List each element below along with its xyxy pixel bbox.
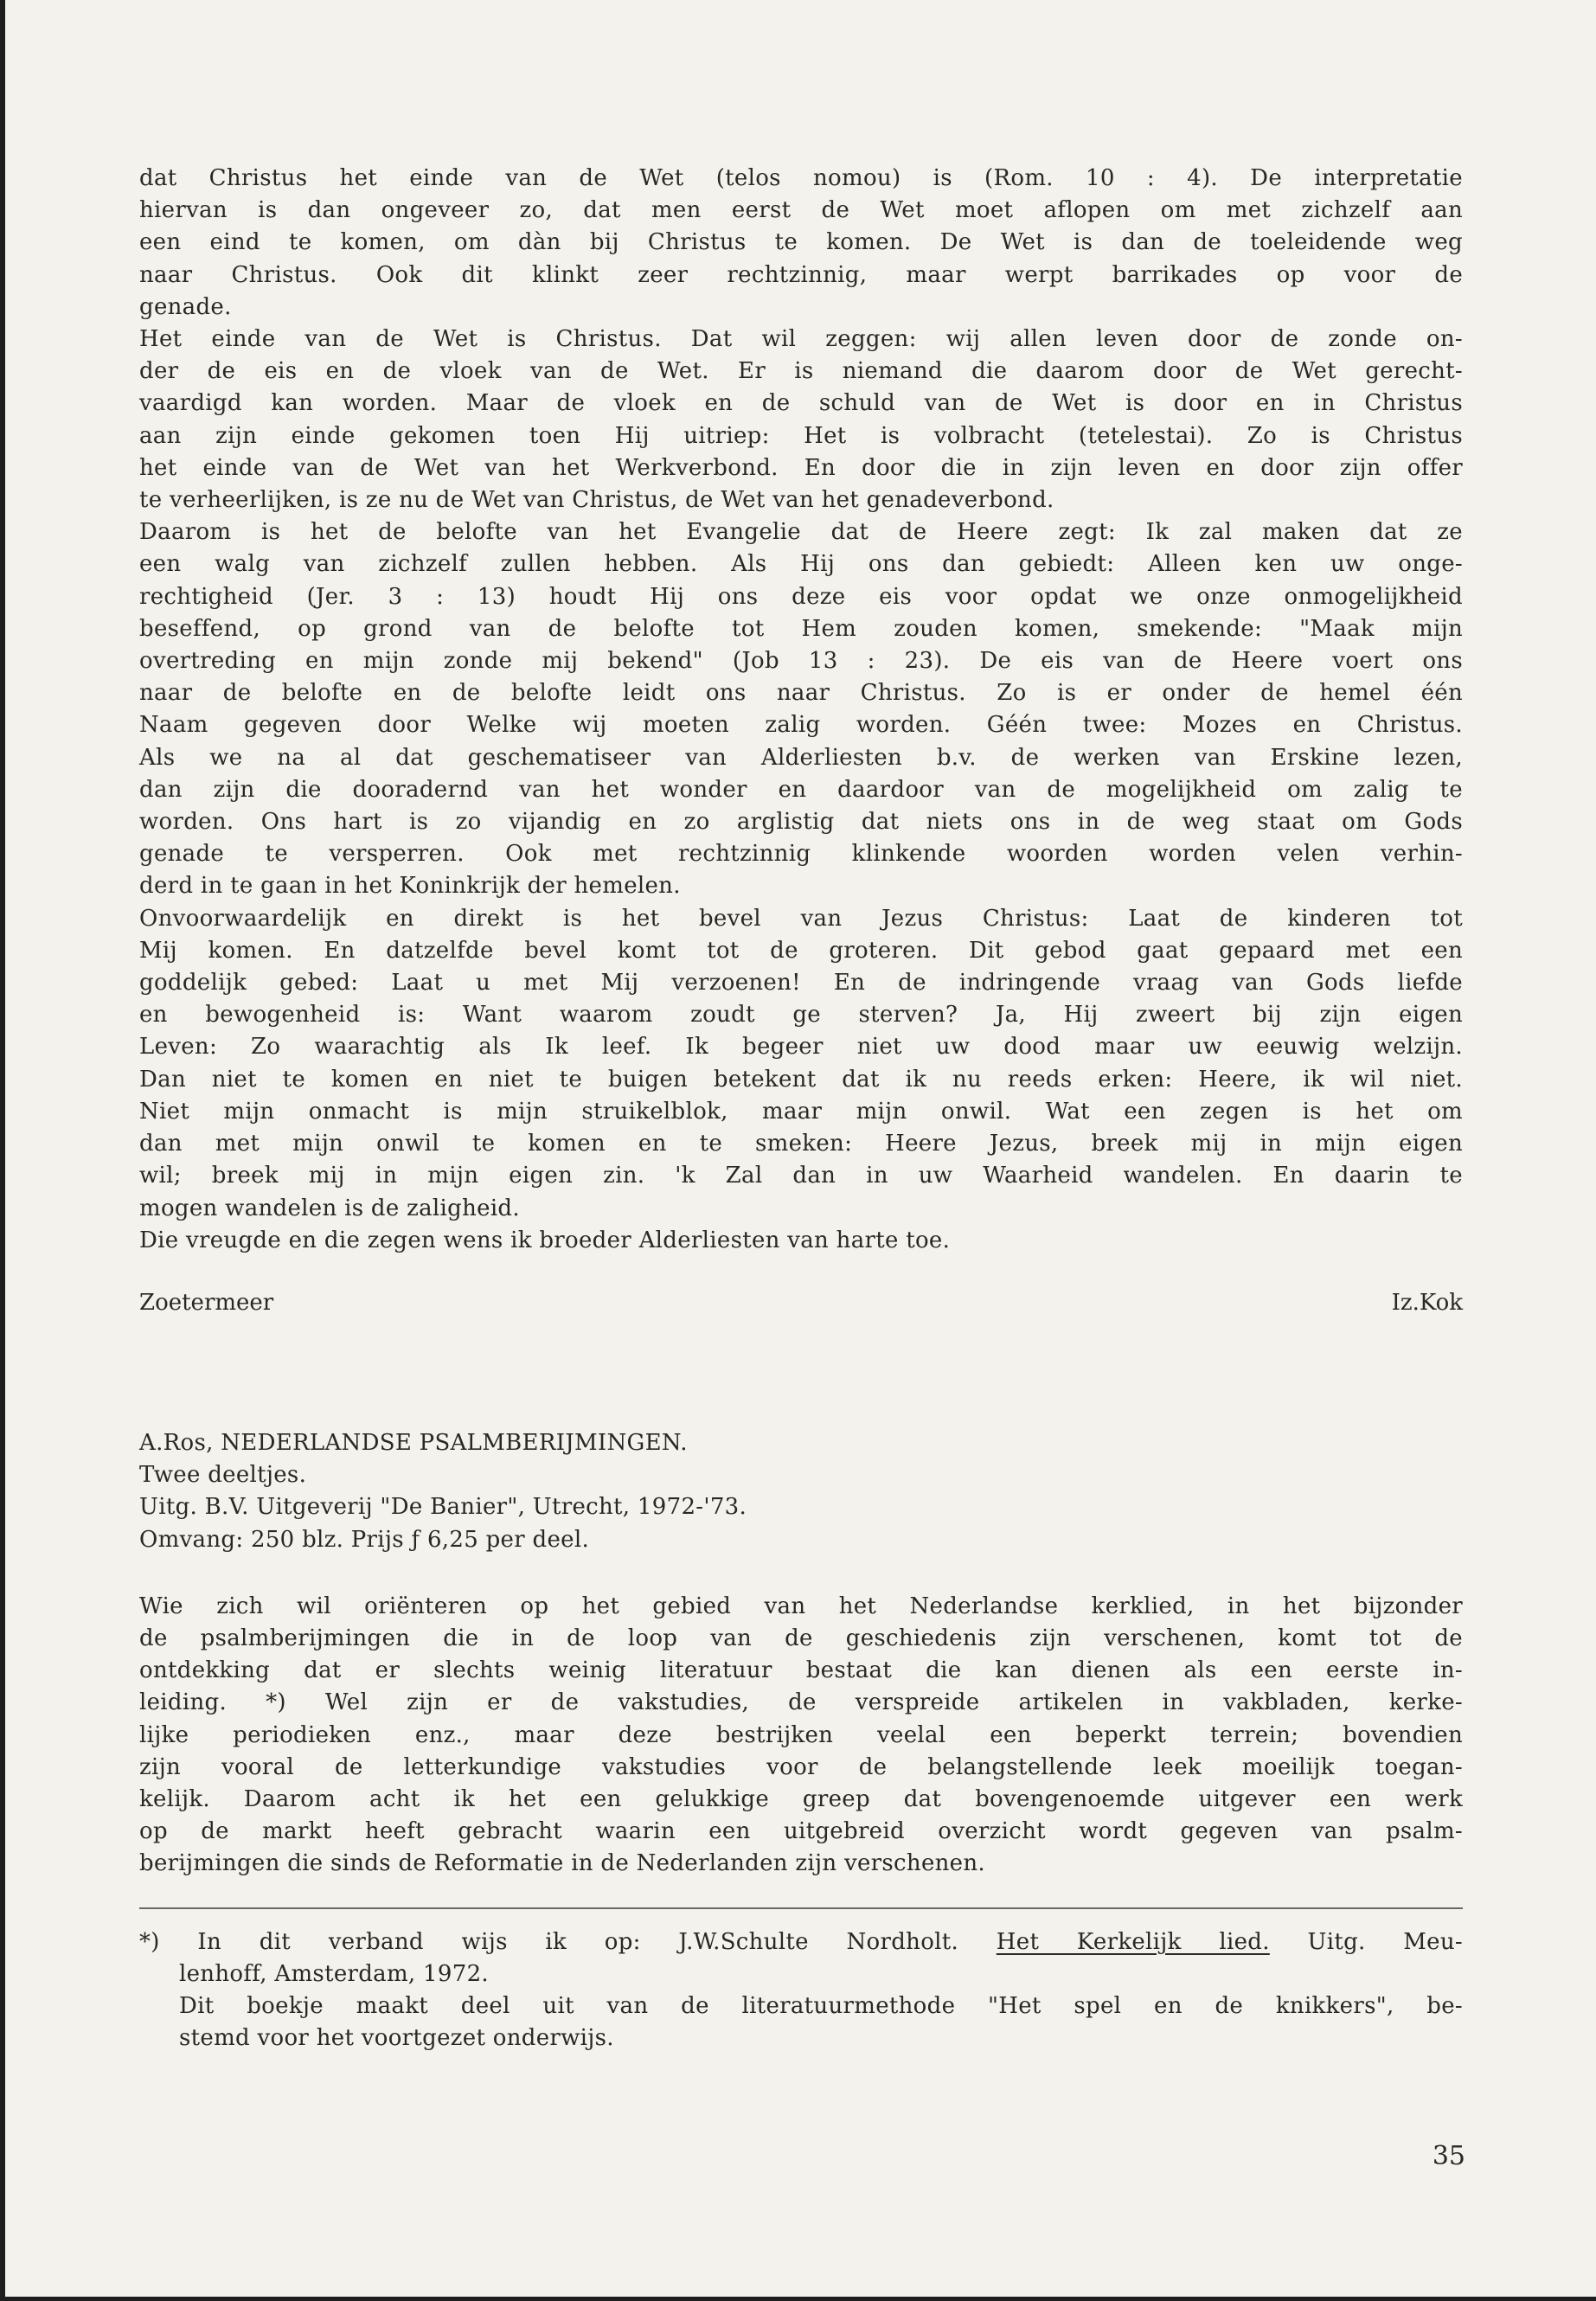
page-content: [139, 163, 1463, 2054]
footnote-text: Uitg. Meu-: [1269, 1928, 1464, 1955]
text-line: de psalmberijmingen die in de loop van de geschiedenis zijn verschenen, komt tot de: [139, 1625, 1463, 1651]
text-line: zijn vooral de letterkundige vakstudies voor de belangstellende leek moeilijk toegan-: [139, 1753, 1463, 1780]
footnote-line: [139, 1926, 1463, 1958]
text-line: en bewogenheid is: Want waarom zoudt ge sterven? Ja, Hij zweert bij zijn eigen: [139, 1002, 1463, 1029]
text-line: genade.: [139, 293, 232, 320]
article-paragraph-3: [139, 903, 1463, 1257]
text-line: Daarom is het de belofte van het Evangelie dat de Heere zegt: Ik zal maken dat ze: [139, 519, 1463, 546]
book-info-line: Omvang: 250 blz. Prijs ƒ 6,25 per deel.: [139, 1526, 590, 1553]
text-line: derd in te gaan in het Koninkrijk der hemelen.: [139, 873, 681, 900]
text-line: worden. Ons hart is zo vijandig en zo arglistig dat niets ons in de weg staat om Gods: [139, 809, 1463, 836]
text-line: Niet mijn onmacht is mijn struikelblok, maar mijn onwil. Wat een zegen is het om: [139, 1098, 1463, 1125]
signature-author: Iz.Kok: [1391, 1289, 1463, 1316]
text-line: genade te versperren. Ook met rechtzinnig klinkende woorden worden velen verhin-: [139, 841, 1463, 868]
book-info-line: Uitg. B.V. Uitgeverij "De Banier", Utrecht, 1972-'73.: [139, 1494, 747, 1521]
text-line: lijke periodieken enz., maar deze bestrijken veelal een beperkt terrein; bovendien: [139, 1721, 1463, 1748]
text-line: ontdekking dat er slechts weinig literatuur bestaat die kan dienen als een eerste in-: [139, 1657, 1463, 1684]
text-line: Naam gegeven door Welke wij moeten zalig worden. Géén twee: Mozes en Christus.: [139, 712, 1463, 739]
text-line: het einde van de Wet van het Werkverbond. En door die in zijn leven en door zijn offer: [139, 454, 1463, 481]
text-line: leiding. *) Wel zijn er de vakstudies, de verspreide artikelen in vakbladen, kerke-: [139, 1689, 1463, 1716]
text-line: dat Christus het einde van de Wet (telos nomou) is (Rom. 10 : 4). De interpretatie: [139, 165, 1463, 191]
text-line: naar Christus. Ook dit klinkt zeer rechtzinnig, maar werpt barrikades op voor de: [139, 261, 1463, 288]
footnote-line: stemd voor het voortgezet onderwijs.: [179, 2025, 614, 2052]
text-line: berijmingen die sinds de Reformatie in de Nederlanden zijn verschenen.: [139, 1850, 985, 1877]
text-line: der de eis en de vloek van de Wet. Er is niemand die daarom door de Wet gerecht-: [139, 358, 1463, 385]
text-line: rechtigheid (Jer. 3 : 13) houdt Hij ons deze eis voor opdat we onze onmogelijkheid: [139, 583, 1463, 610]
book-info-line: Twee deeltjes.: [139, 1462, 307, 1489]
article-paragraph-1: [139, 163, 1463, 324]
text-line: vaardigd kan worden. Maar de vloek en de schuld van de Wet is door en in Christus: [139, 390, 1463, 417]
text-line: Als we na al dat geschematiseer van Alderliesten b.v. de werken van Erskine lezen,: [139, 744, 1463, 771]
text-line: Wie zich wil oriënteren op het gebied van het Nederlandse kerklied, in het bijzonder: [139, 1593, 1463, 1619]
signature-place: Zoetermeer: [139, 1289, 274, 1316]
footnote-text: *) In dit verband wijs ik op: J.W.Schulte Nordholt.: [139, 1928, 997, 1955]
text-line: aan zijn einde gekomen toen Hij uitriep: Het is volbracht (tetelestai). Zo is Christus: [139, 422, 1463, 449]
footnote-line: Dit boekje maakt deel uit van de literatuurmethode "Het spel en de knikkers", be-: [179, 1992, 1463, 2019]
footnote-book-title: Het Kerkelijk lied.: [996, 1928, 1270, 1955]
text-line: op de markt heeft gebracht waarin een uitgebreid overzicht wordt gegeven van psalm-: [139, 1818, 1463, 1845]
footnote-line: lenhoff, Amsterdam, 1972.: [179, 1960, 489, 1987]
text-line: Onvoorwaardelijk en direkt is het bevel van Jezus Christus: Laat de kinderen tot: [139, 905, 1463, 932]
book-title-line: A.Ros, NEDERLANDSE PSALMBERIJMINGEN.: [139, 1429, 688, 1456]
text-line: kelijk. Daarom acht ik het een gelukkige greep dat bovengenoemde uitgever een werk: [139, 1785, 1463, 1812]
text-line: Mij komen. En datzelfde bevel komt tot de groteren. Dit gebod gaat gepaard met een: [139, 937, 1463, 964]
text-line: Leven: Zo waarachtig als Ik leef. Ik begeer niet uw dood maar uw eeuwig welzijn.: [139, 1034, 1463, 1061]
text-line: Het einde van de Wet is Christus. Dat wil zeggen: wij allen leven door de zonde on-: [139, 326, 1463, 353]
text-line: overtreding en mijn zonde mij bekend" (Job 13 : 23). De eis van de Heere voert ons: [139, 648, 1463, 675]
footnote: [139, 1926, 1463, 2055]
text-line: dan met mijn onwil te komen en te smeken: Heere Jezus, breek mij in mijn eigen: [139, 1131, 1463, 1157]
text-line: dan zijn die dooradernd van het wonder en daardoor van de mogelijkheid om zalig te: [139, 776, 1463, 803]
text-line: naar de belofte en de belofte leidt ons naar Christus. Zo is er onder de hemel één: [139, 680, 1463, 707]
text-line: hiervan is dan ongeveer zo, dat men eerst de Wet moet aflopen om met zichzelf aan: [139, 197, 1463, 224]
text-line: Dan niet te komen en niet te buigen betekent dat ik nu reeds erken: Heere, ik wil niet.: [139, 1066, 1463, 1093]
text-line: mogen wandelen is de zaligheid.: [139, 1195, 520, 1221]
signature-line: [139, 1287, 1463, 1322]
text-line: Die vreugde en die zegen wens ik broeder Alderliesten van harte toe.: [139, 1227, 951, 1253]
article-paragraph-2: [139, 324, 1463, 903]
text-line: beseffend, op grond van de belofte tot Hem zouden komen, smekende: "Maak mijn: [139, 615, 1463, 642]
text-line: een walg van zichzelf zullen hebben. Als Hij ons dan gebiedt: Alleen ken uw onge-: [139, 551, 1463, 578]
text-line: te verheerlijken, is ze nu de Wet van Christus, de Wet van het genadeverbond.: [139, 487, 1054, 514]
text-line: goddelijk gebed: Laat u met Mij verzoenen! En de indringende vraag van Gods liefde: [139, 970, 1463, 997]
footnote-divider: [139, 1907, 1463, 1909]
text-line: een eind te komen, om dàn bij Christus te komen. De Wet is dan de toeleidende weg: [139, 229, 1463, 256]
text-line: wil; breek mij in mijn eigen zin. 'k Zal dan in uw Waarheid wandelen. En daarin te: [139, 1163, 1463, 1189]
book-citation: [139, 1427, 1463, 1556]
review-paragraph: [139, 1591, 1463, 1881]
page-number: 35: [1432, 2141, 1465, 2171]
